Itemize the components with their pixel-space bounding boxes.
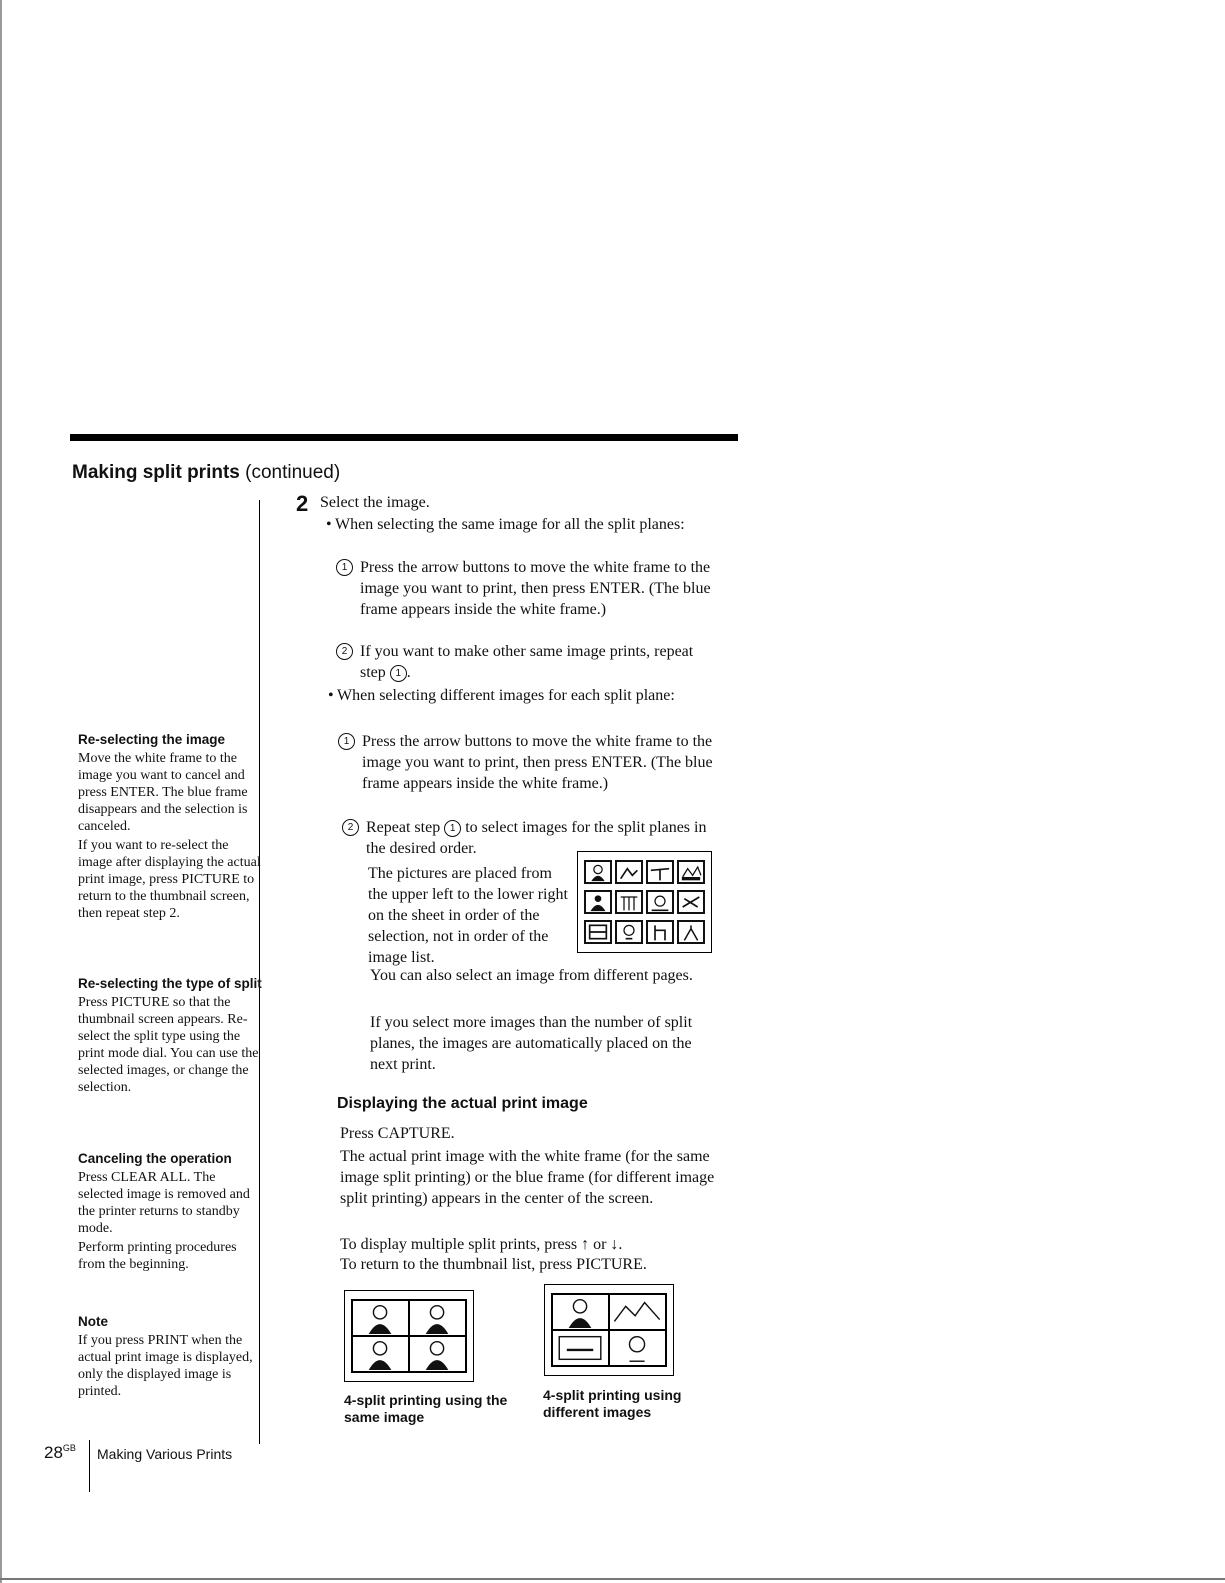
sidenote-reselect-type xyxy=(78,975,263,1098)
split-plane xyxy=(552,1330,609,1366)
page-title xyxy=(72,462,340,484)
substep-same-1 xyxy=(341,557,715,620)
page-edge-bottom xyxy=(0,1578,1225,1580)
substep-text-end: . xyxy=(406,664,411,681)
sidenote-cancel xyxy=(78,1150,263,1275)
figure-caption: 4-split printing using different images xyxy=(543,1387,682,1420)
substep-text: Press the arrow buttons to move the white frame to the image you want to print, then press ENTER. (The blue frame appears inside the white frame.) xyxy=(362,733,713,792)
sidenote-heading: Re-selecting the image xyxy=(78,732,226,747)
sidenote-text: If you want to re-select the image after displaying the actual print image, press PICTURE to return to the thumbnail screen, then repeat step 2. xyxy=(78,838,261,921)
sidenote-heading: Canceling the operation xyxy=(78,1151,232,1166)
step-ref: 1 xyxy=(390,665,407,682)
title-continued: (continued) xyxy=(239,462,341,483)
thumbnail xyxy=(615,890,643,914)
substep-text: to select images for the split planes in the desired order. xyxy=(366,819,707,857)
sidenote-text: Press PICTURE so that the thumbnail screen appears. Re-select the split type using the print mode dial. You can use the selected images, or change the selection. xyxy=(78,995,259,1095)
sidenote-heading: Re-selecting the type of split xyxy=(78,976,262,991)
step-marker: 1 xyxy=(338,733,355,750)
sidenote-text: Perform printing procedures from the beginning. xyxy=(78,1240,237,1272)
thumbnail-grid-figure xyxy=(577,851,712,953)
sidenote-note xyxy=(78,1313,263,1402)
page-number-suffix: GB xyxy=(62,1443,76,1453)
bullet-different-images: • When selecting different images for each split plane: xyxy=(337,685,717,706)
step-marker: 1 xyxy=(336,559,353,576)
split-plane xyxy=(409,1300,466,1336)
sidenote-text: Press CLEAR ALL. The selected image is removed and the printer returns to standby mode. xyxy=(78,1170,250,1236)
sidenote-reselect-image xyxy=(78,731,263,924)
split-plane xyxy=(609,1330,666,1366)
step-text: Select the image. xyxy=(320,494,430,511)
split-plane xyxy=(352,1300,409,1336)
column-divider xyxy=(259,500,260,1444)
thumbnail xyxy=(615,920,643,944)
page-number xyxy=(44,1443,76,1463)
figure-same-image xyxy=(344,1290,474,1382)
thumbnail xyxy=(677,890,705,914)
thumbnail xyxy=(584,860,612,884)
sidenote-text: Move the white frame to the image you want to cancel and press ENTER. The blue frame disappears and the selection is canceled. xyxy=(78,751,248,834)
figure-caption: 4-split printing using the same image xyxy=(344,1392,508,1425)
substep-text: Press the arrow buttons to move the white frame to the image you want to print, then press ENTER. (The blue frame appears inside the white frame.) xyxy=(360,559,711,618)
thumbnail xyxy=(677,920,705,944)
substep-text: If you want to make other same image prints, repeat step xyxy=(360,643,694,681)
footer-divider xyxy=(89,1440,90,1492)
more-images-text: If you select more images than the number of split planes, the images are automatically placed on the next print. xyxy=(370,1014,693,1073)
thumbnail xyxy=(646,860,674,884)
bullet-same-image: • When selecting the same image for all the split planes: xyxy=(335,514,715,535)
section-rule xyxy=(70,434,738,441)
sidenote-text: If you press PRINT when the actual print image is displayed, only the displayed image is printed. xyxy=(78,1333,253,1399)
actual-print-text: The actual print image with the white frame (for the same image split printing) or the blue frame (for different image split printing) appears in the center of the screen. xyxy=(340,1148,715,1207)
step-number: 2 xyxy=(296,491,309,516)
step-ref: 1 xyxy=(444,820,461,837)
section-heading: Displaying the actual print image xyxy=(337,1095,588,1112)
sidenote-heading: Note xyxy=(78,1314,108,1329)
title-bold: Making split prints xyxy=(72,462,240,483)
figure-different-images xyxy=(544,1284,674,1376)
step-marker: 2 xyxy=(336,643,353,660)
thumbnail xyxy=(646,890,674,914)
thumbnail xyxy=(615,860,643,884)
substep-different-1 xyxy=(343,731,717,794)
split-4-different xyxy=(551,1293,667,1367)
multiple-prints-text: To display multiple split prints, press ↑ or ↓. xyxy=(340,1236,623,1253)
placement-text: The pictures are placed from the upper left to the lower right on the sheet in order of the selection, not in order of the image list. xyxy=(368,865,568,966)
substep-same-2 xyxy=(341,641,715,683)
thumbnail xyxy=(677,860,705,884)
split-4-same xyxy=(351,1299,467,1373)
split-plane xyxy=(609,1294,666,1330)
page-edge-left xyxy=(0,0,2,1583)
thumbnail xyxy=(584,890,612,914)
split-plane xyxy=(409,1336,466,1372)
substep-text: Repeat step xyxy=(366,819,445,836)
split-plane xyxy=(552,1294,609,1330)
step-marker: 2 xyxy=(342,819,359,836)
also-text: You can also select an image from different pages. xyxy=(370,967,693,984)
footer-section-title: Making Various Prints xyxy=(97,1446,233,1462)
press-capture-text: Press CAPTURE. xyxy=(340,1125,455,1142)
thumbnail xyxy=(584,920,612,944)
thumbnail xyxy=(646,920,674,944)
page-number-value: 28 xyxy=(44,1443,63,1462)
split-plane xyxy=(352,1336,409,1372)
return-text: To return to the thumbnail list, press PICTURE. xyxy=(340,1256,647,1273)
